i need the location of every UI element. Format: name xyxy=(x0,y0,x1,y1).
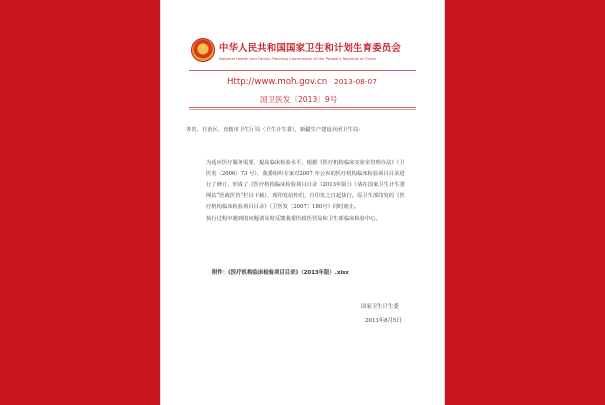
header-divider xyxy=(189,70,416,71)
letter-body xyxy=(206,158,406,225)
national-emblem-icon xyxy=(191,38,215,62)
addressee-line: 各省、自治区、直辖市卫生厅局（卫生计生委），新疆生产建设兵团卫生局： xyxy=(186,127,364,133)
document-number: 国卫医发〔2013〕9号 xyxy=(260,95,338,104)
body-paragraph: 为适应医疗服务需要，提高临床检验水平，根据《医疗机构临床实验室管理办法》（卫医发〔2006〕73 号），我委组织专家对2007 年公布的医疗机构临床检验项目目录进行了修订，形成了《医疗机构临床检验项目目录（2013年版）》（请在国家卫生计生委网站“医政医管”栏目下载），现印发给你们，自印发之日起执行。原卫生部印发的《医疗机构临床检验项目目录》（卫医发〔2007〕180号）同时废止。 xyxy=(206,160,405,211)
publish-date: 2013-08-07 xyxy=(334,77,377,86)
attachment-link[interactable]: 附件：《医疗机构临床检验项目目录》（2013年版）.xlsx xyxy=(212,270,349,276)
signature-date: 2013年8月5日 xyxy=(365,318,402,324)
website-link[interactable]: Http://www.moh.gov.cn xyxy=(227,77,328,87)
document-number-divider xyxy=(189,107,416,108)
ministry-name-chinese: 中华人民共和国国家卫生和计划生育委员会 xyxy=(219,43,401,54)
ministry-name-english: National Health and Family Planning Commission of the People's Republic of China xyxy=(219,56,376,61)
document-number-divider-thin xyxy=(189,109,416,110)
body-paragraph: 执行过程中遇到的问题请及时反馈我委医政医管局和卫生部临床检验中心。 xyxy=(206,215,381,222)
document-page xyxy=(160,0,445,405)
signature-organization: 国家卫生计生委 xyxy=(361,304,399,310)
